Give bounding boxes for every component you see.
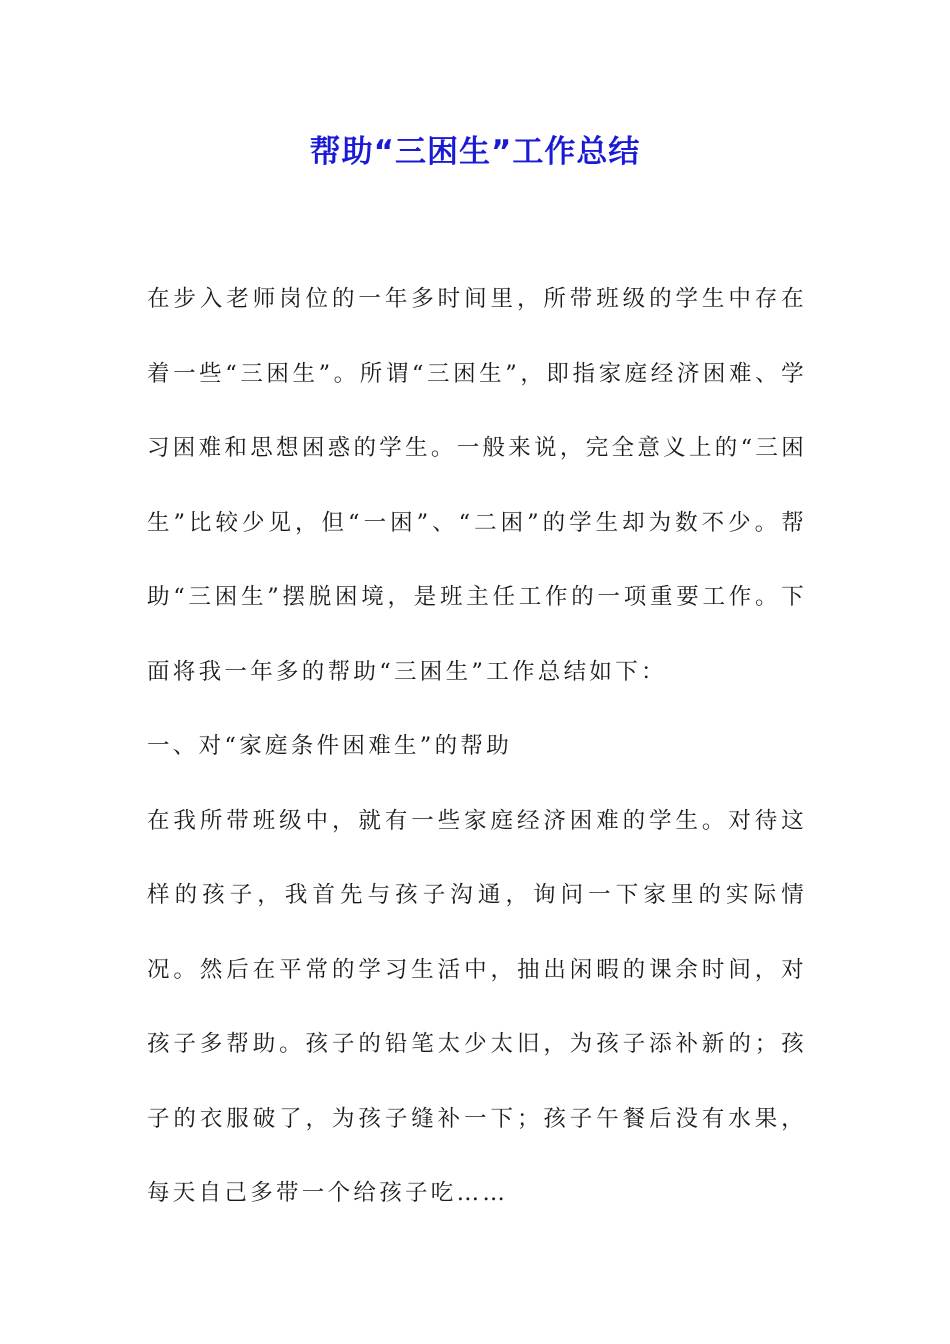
intro-paragraph: 在步入老师岗位的一年多时间里，所带班级的学生中存在着一些“三困生”。所谓“三困生”，即指家庭经济困难、学习困难和思想困惑的学生。一般来说，完全意义上的“三困生”比较少见，但“一困”、“二困”的学生却为数不少。帮助“三困生”摆脱困境，是班主任工作的一项重要工作。下面将我一年多的帮助“三困生”工作总结如下：: [147, 286, 807, 685]
section-heading: 一、对“家庭条件困难生”的帮助: [147, 733, 513, 759]
section-paragraph: 在我所带班级中，就有一些家庭经济困难的学生。对待这样的孩子，我首先与孩子沟通，询问一下家里的实际情况。然后在平常的学习生活中，抽出闲暇的课余时间，对孩子多帮助。孩子的铅笔太少太旧，为孩子添补新的；孩子的衣服破了，为孩子缝补一下；孩子午餐后没有水果，每天自己多带一个给孩子吃……: [147, 807, 807, 1206]
document-title: 帮助“三困生”工作总结: [309, 134, 641, 170]
document-body: [147, 262, 807, 1231]
